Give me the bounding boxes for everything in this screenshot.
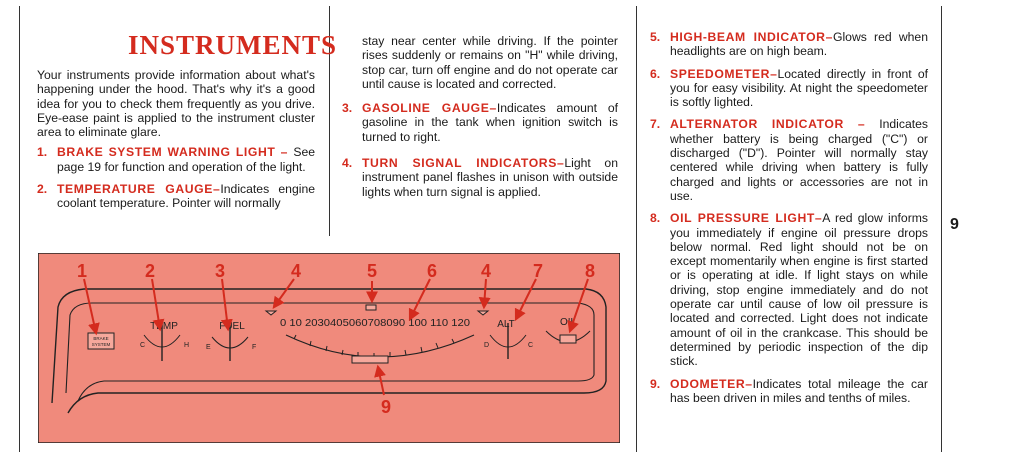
oil-pressure-light	[560, 335, 576, 343]
item-heading: ALTERNATOR INDICATOR	[670, 117, 844, 132]
oil-label: OIL	[559, 317, 577, 328]
item-text: Located directly in front of you for easy visibility. At night the speedometer is softly lighted.	[670, 66, 928, 110]
alternator-label: ALT	[497, 319, 515, 330]
item-high-beam-indicator: 5. HIGH-BEAM INDICATOR–Glows red when headlights are on high beam.	[650, 30, 928, 59]
callout-number-7: 7	[532, 261, 544, 281]
intro-paragraph: Your instruments provide information about what's happening under the hood. That's why it's a good idea for you to check them frequently as you drive. Eye-ease paint is applied to the instrument cluster area to eliminate glare.	[37, 68, 315, 140]
item-heading: GASOLINE GAUGE	[362, 101, 490, 116]
temp-hot-label: H	[184, 342, 190, 349]
item-oil-pressure-light: 8. OIL PRESSURE LIGHT–A red glow informs you immediately if engine oil pressure drops below normal. Red light should not be on except momentarily when engine is first started or is operating at idle. If light stays on while driving, stop engine immediately and do not operate car until cause of low oil pressure is located and corrected. Light does not indicate amount of oil in the crankcase. This should be determined by periodic inspection of the dip stick.	[650, 211, 928, 369]
callout-number-9: 9	[380, 397, 392, 417]
fuel-empty-label: E	[206, 344, 211, 351]
item-number: 4.	[342, 156, 353, 171]
callout-number-4-left: 4	[290, 261, 302, 281]
callout-number-8: 8	[584, 261, 596, 281]
item-text: Glows red when headlights are on high beam.	[670, 30, 928, 59]
alternator-discharge-label: D	[484, 342, 490, 349]
right-margin-rule	[941, 6, 942, 452]
left-margin-rule	[19, 6, 20, 452]
temp-label: TEMP	[150, 321, 178, 332]
item-number: 7.	[650, 117, 661, 132]
odometer-display	[352, 356, 388, 363]
item-number: 5.	[650, 30, 661, 44]
item-number: 6.	[650, 66, 661, 81]
item-heading: OIL PRESSURE LIGHT	[670, 211, 815, 226]
callout-number-5: 5	[366, 261, 378, 281]
fuel-full-label: F	[252, 344, 257, 351]
item-temperature-gauge: 2. TEMPERATURE GAUGE–Indicates engine coolant temperature. Pointer will normally	[37, 182, 316, 211]
brake-label-line2: SYSTEM	[91, 342, 111, 347]
high-beam-indicator-light	[366, 305, 376, 310]
callout-number-6: 6	[426, 261, 438, 281]
item-number: 2.	[37, 182, 48, 197]
callout-number-4-right: 4	[480, 261, 492, 281]
page-number: 9	[950, 216, 959, 233]
brake-label-line1: BRAKE	[93, 336, 109, 341]
item-text: Indicates amount of gasoline in the tank when ignition switch is turned to right.	[362, 101, 618, 144]
item-heading: SPEEDOMETER	[670, 66, 771, 81]
callout-number-2: 2	[144, 261, 156, 281]
item-heading: TURN SIGNAL INDICATORS	[362, 156, 557, 171]
item-text: Indicates whether battery is being charged ("C") or discharged ("D"). Pointer will normally stay centered while driving when battery is fully charged and lights or accessories are not in use.	[670, 117, 928, 203]
column-1	[37, 68, 315, 219]
item-heading: ODOMETER	[670, 376, 746, 391]
callout-number-3: 3	[214, 261, 226, 281]
page-title: INSTRUMENTS	[128, 30, 338, 60]
item-number: 9.	[650, 376, 661, 391]
column-divider-2	[636, 6, 637, 452]
temp-cold-label: C	[140, 342, 146, 349]
item-heading: HIGH-BEAM INDICATOR	[670, 30, 826, 44]
item-gasoline-gauge: 3. GASOLINE GAUGE–Indicates amount of gasoline in the tank when ignition switch is turned to right.	[342, 101, 618, 144]
item-number: 3.	[342, 101, 353, 116]
item-heading: BRAKE SYSTEM WARNING LIGHT	[57, 145, 276, 160]
alternator-charge-label: C	[528, 342, 534, 349]
column-2	[342, 34, 618, 207]
speedometer-scale: 0 10 2030405060708090 100 110 120	[280, 317, 471, 329]
item-text: Indicates engine coolant temperature. Pointer will normally	[57, 182, 316, 211]
item-number: 8.	[650, 211, 661, 226]
column-3	[650, 30, 928, 413]
fuel-label: FUEL	[219, 321, 245, 332]
instrument-panel-illustration	[38, 253, 620, 443]
continuation-paragraph: stay near center while driving. If the pointer rises suddenly or remains on "H" while driving, stop car, turn off engine and do not operate car until cause is located and corrected.	[362, 34, 618, 91]
item-odometer: 9. ODOMETER–Indicates total mileage the car has been driven in miles and tenths of miles.	[650, 376, 928, 405]
item-text: See page 19 for function and operation of the light.	[57, 145, 315, 174]
item-brake-warning: 1. BRAKE SYSTEM WARNING LIGHT – See page 19 for function and operation of the light.	[37, 145, 315, 174]
item-speedometer: 6. SPEEDOMETER–Located directly in front of you for easy visibility. At night the speedometer is softly lighted.	[650, 66, 928, 110]
item-text: A red glow informs you immediately if engine oil pressure drops below normal. Red light should not be on except momentarily when engine is first started or is operating at idle. If light stays on while driving, stop engine immediately and do not operate car until cause of low oil pressure is located and corrected. Light does not indicate amount of oil in the crankcase. This should be determined by periodic inspection of the dip stick.	[670, 211, 928, 369]
item-text: Light on instrument panel flashes in unison with outside lights when turn signal is applied.	[362, 156, 618, 199]
item-number: 1.	[37, 145, 48, 160]
item-heading: TEMPERATURE GAUGE	[57, 182, 213, 197]
item-text: Indicates total mileage the car has been driven in miles and tenths of miles.	[670, 376, 928, 405]
callout-number-1: 1	[76, 261, 88, 281]
item-alternator-indicator: 7. ALTERNATOR INDICATOR – Indicates whether battery is being charged ("C") or discharged ("D"). Pointer will normally stay centered while driving when battery is fully charged and lights or accessories are not in use.	[650, 117, 928, 203]
item-turn-signal-indicators: 4. TURN SIGNAL INDICATORS–Light on instrument panel flashes in unison with outside lights when turn signal is applied.	[342, 156, 618, 199]
